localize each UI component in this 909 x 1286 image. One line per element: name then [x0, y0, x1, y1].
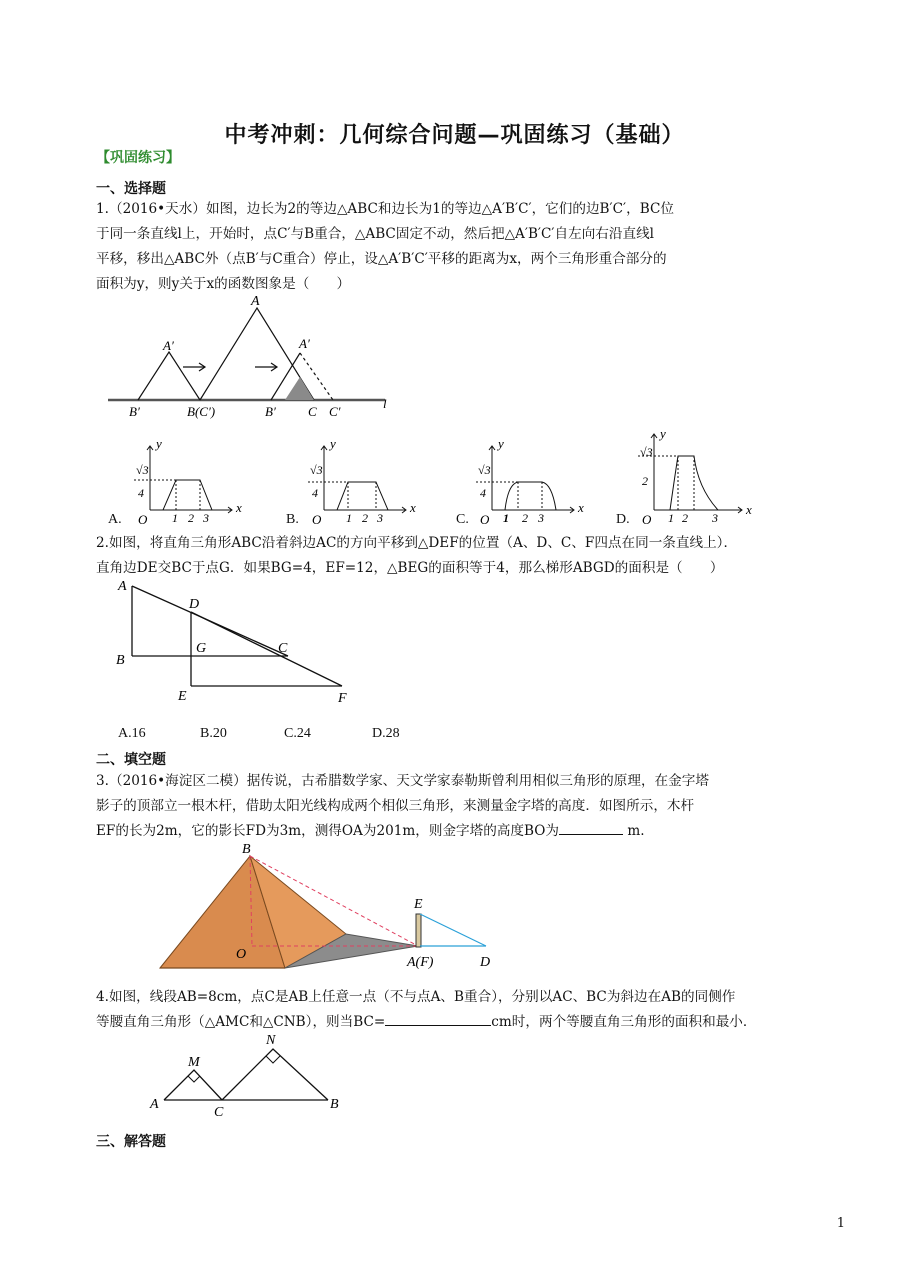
svg-text:√3: √3 — [310, 463, 323, 477]
svg-text:2: 2 — [642, 474, 648, 488]
question-2-text — [96, 531, 816, 581]
svg-text:D: D — [189, 597, 200, 612]
svg-text:1: 1 — [503, 511, 509, 525]
label-B-C-prime: B(C′) — [187, 404, 216, 419]
q1-translation-figure — [105, 290, 395, 420]
small-triangle-left — [138, 352, 200, 400]
label-l: l — [383, 396, 387, 411]
svg-text:O: O — [138, 512, 148, 526]
svg-text:N: N — [266, 1033, 276, 1048]
option-d-graph[interactable] — [632, 428, 756, 526]
q4-isosceles-figure — [148, 1030, 348, 1120]
q2-option-b[interactable]: B.20 — [200, 726, 227, 741]
svg-text:x: x — [578, 500, 584, 515]
svg-text:B: B — [116, 653, 125, 668]
q2-option-a[interactable]: A.16 — [118, 726, 146, 741]
svg-text:3: 3 — [377, 511, 383, 525]
svg-text:1: 1 — [172, 511, 178, 525]
page-number: 1 — [836, 1216, 845, 1231]
svg-text:1: 1 — [668, 511, 674, 525]
label-A: A — [251, 294, 260, 309]
q2-line: 直角边DE交BC于点G．如果BG=4，EF=12，△BEG的面积等于4，那么梯形ABGD的面积是（ ） — [96, 560, 724, 576]
svg-text:√3: √3 — [640, 445, 653, 459]
q3-line: EF的长为2m，它的影长FD为3m，测得OA为201m，则金字塔的高度BO为 m. — [96, 819, 816, 844]
svg-text:2: 2 — [188, 511, 194, 525]
section-heading-fill: 二、填空题 — [96, 752, 166, 768]
svg-text:2: 2 — [522, 511, 528, 525]
svg-text:√3: √3 — [136, 463, 149, 477]
svg-text:O: O — [480, 512, 490, 526]
svg-text:x: x — [410, 500, 416, 515]
svg-text:A: A — [118, 579, 127, 594]
option-a-letter[interactable]: A. — [108, 512, 122, 527]
svg-text:A: A — [150, 1097, 159, 1112]
label-B-prime-2: B′ — [265, 404, 276, 419]
label-A-prime-2: A′ — [299, 336, 310, 351]
option-c-letter[interactable]: C. — [456, 512, 469, 527]
answer-blank-q4[interactable] — [385, 1011, 491, 1026]
svg-text:y: y — [498, 436, 504, 451]
svg-text:4: 4 — [312, 486, 318, 500]
label-B-prime-1: B′ — [129, 404, 140, 419]
question-1-text — [96, 197, 816, 297]
q3-line: 3.（2016•海淀区二模）据传说，古希腊数学家、天文学家泰勒斯曾利用相似三角形的原理，在金字塔 — [96, 773, 709, 789]
svg-text:O: O — [642, 512, 652, 526]
svg-text:3: 3 — [203, 511, 209, 525]
q1-line: 平移，移出△ABC外（点B′与C重合）停止，设△A′B′C′平移的距离为x，两个三角形重合部分的 — [96, 251, 667, 267]
option-b-graph[interactable] — [304, 434, 424, 526]
svg-text:B: B — [330, 1097, 339, 1112]
svg-text:C: C — [214, 1105, 224, 1120]
svg-text:y: y — [156, 436, 162, 451]
q4-line: 等腰直角三角形（△AMC和△CNB），则当BC= cm时，两个等腰直角三角形的面积和最小． — [96, 1010, 816, 1035]
svg-text:G: G — [196, 641, 207, 656]
q2-trapezoid-figure — [112, 578, 362, 706]
svg-text:4: 4 — [138, 486, 144, 500]
overlap-shaded — [285, 377, 314, 400]
question-4-text — [96, 985, 816, 1035]
label-C: C — [308, 404, 317, 419]
option-c-graph[interactable] — [472, 434, 592, 526]
svg-text:√3: √3 — [478, 463, 491, 477]
q1-line: 于同一条直线l上，开始时，点C′与B重合，△ABC固定不动，然后把△A′B′C′自左向右沿直线l — [96, 226, 655, 242]
q1-options — [108, 428, 868, 534]
q2-option-d[interactable]: D.28 — [372, 726, 400, 741]
svg-text:O: O — [236, 947, 247, 962]
label-A-prime-1: A′ — [163, 338, 174, 353]
q2-line: 2.如图，将直角三角形ABC沿着斜边AC的方向平移到△DEF的位置（A、D、C、F四点在同一条直线上）． — [96, 535, 738, 551]
svg-text:F: F — [338, 691, 347, 706]
section-heading-solve: 三、解答题 — [96, 1134, 166, 1150]
section-heading-choice: 一、选择题 — [96, 181, 166, 197]
svg-text:E: E — [178, 689, 187, 704]
svg-text:2: 2 — [362, 511, 368, 525]
svg-text:x: x — [746, 502, 752, 517]
label-C-prime: C′ — [329, 404, 341, 419]
section-tag: 【巩固练习】 — [96, 150, 180, 166]
svg-text:x: x — [236, 500, 242, 515]
q1-line: 1.（2016•天水）如图，边长为2的等边△ABC和边长为1的等边△A′B′C′，它们的边B′C′，BC位 — [96, 201, 674, 217]
svg-text:4: 4 — [480, 486, 486, 500]
svg-text:2: 2 — [682, 511, 688, 525]
option-b-letter[interactable]: B. — [286, 512, 299, 527]
svg-text:C: C — [278, 641, 288, 656]
svg-text:A(F): A(F) — [407, 955, 434, 970]
svg-text:D: D — [480, 955, 491, 970]
svg-text:M: M — [188, 1055, 200, 1070]
q3-pyramid-figure — [150, 838, 510, 978]
svg-text:y: y — [660, 428, 666, 441]
svg-text:y: y — [330, 436, 336, 451]
q1-line: 面积为y，则y关于x的函数图象是（ ） — [96, 276, 351, 292]
q3-line: 影子的顶部立一根木杆，借助太阳光线构成两个相似三角形，来测量金字塔的高度．如图所示，木杆 — [96, 798, 695, 814]
option-a-graph[interactable] — [130, 434, 250, 526]
svg-text:3: 3 — [538, 511, 544, 525]
svg-text:1: 1 — [346, 511, 352, 525]
answer-blank-q3[interactable] — [559, 820, 623, 835]
q2-option-c[interactable]: C.24 — [284, 726, 311, 741]
page-title: 中考冲刺：几何综合问题—巩固练习（基础） — [224, 123, 685, 148]
option-d-letter[interactable]: D. — [616, 512, 630, 527]
svg-text:E: E — [414, 897, 423, 912]
svg-text:B: B — [242, 842, 251, 857]
question-3-text — [96, 769, 816, 844]
svg-text:3: 3 — [712, 511, 718, 525]
svg-text:O: O — [312, 512, 322, 526]
q4-line: 4.如图，线段AB=8cm，点C是AB上任意一点（不与点A、B重合），分别以AC、BC为斜边在AB的同侧作 — [96, 989, 736, 1005]
